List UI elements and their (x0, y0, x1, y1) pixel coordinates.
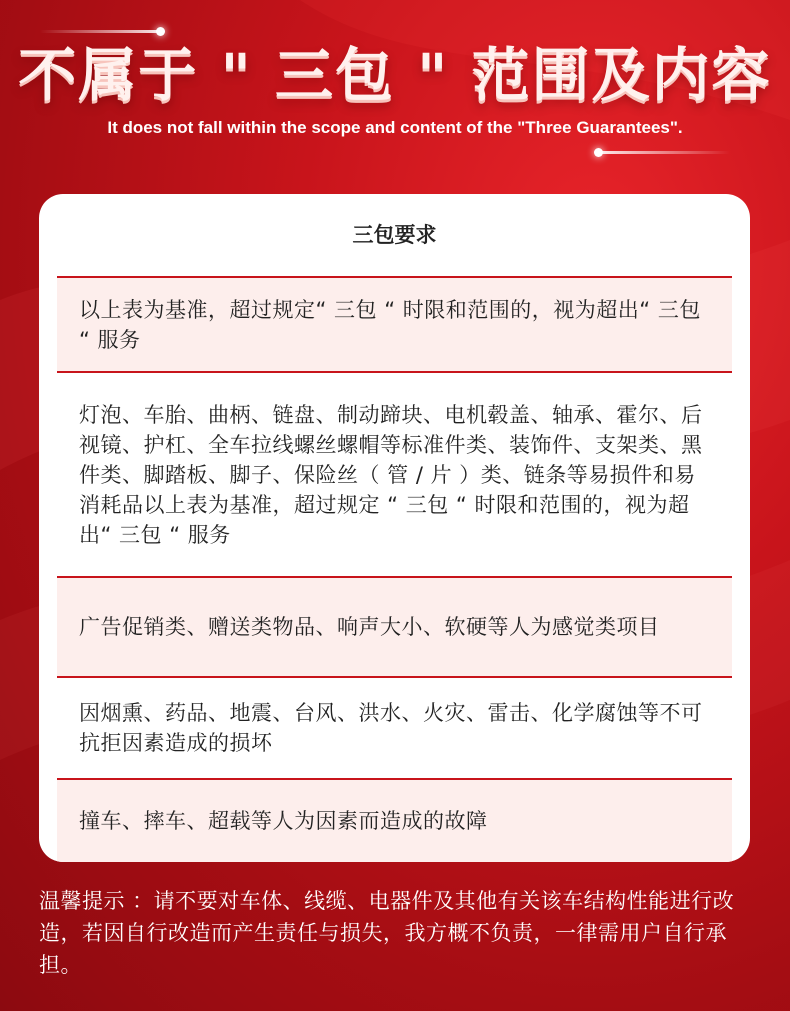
requirements-card (39, 194, 750, 862)
list-item: 因烟熏、药品、地震、台风、洪水、火灾、雷击、化学腐蚀等不可抗拒因素造成的损坏 (79, 701, 703, 755)
list-item: 广告促销类、赠送类物品、响声大小、软硬等人为感觉类项目 (57, 578, 732, 676)
list-item: 灯泡、车胎、曲柄、链盘、制动蹄块、电机毂盖、轴承、霍尔、后视镜、护杠、全车拉线螺丝螺帽等标准件类、装饰件、支架类、黑件类、脚踏板、脚子、保险丝（ 管 / 片 ）类、链条等易损件和易消耗品以上表为基准，超过规定 “ 三包 “ 时限和范围的，视为超出“ 三包 “ 服务 (79, 402, 703, 547)
page-title: 不属于 " 三包 " 范围及内容 (18, 41, 772, 109)
list-item: 以上表为基准，超过规定“ 三包 “ 时限和范围的，视为超出“ 三包 “ 服务 (57, 278, 732, 371)
page-subtitle: It does not fall within the scope and content of the "Three Guarantees". (107, 118, 683, 137)
warm-tip: 温馨提示 ：请不要对车体、线缆、电器件及其他有关该车结构性能进行改造，若因自行改造而产生责任与损失，我方概不负责，一律需用户自行承担。 (39, 889, 735, 977)
decorative-line-bottom (600, 151, 730, 154)
list-item: 撞车、摔车、超载等人为因素而造成的故障 (57, 780, 732, 862)
card-heading: 三包要求 (352, 223, 437, 247)
